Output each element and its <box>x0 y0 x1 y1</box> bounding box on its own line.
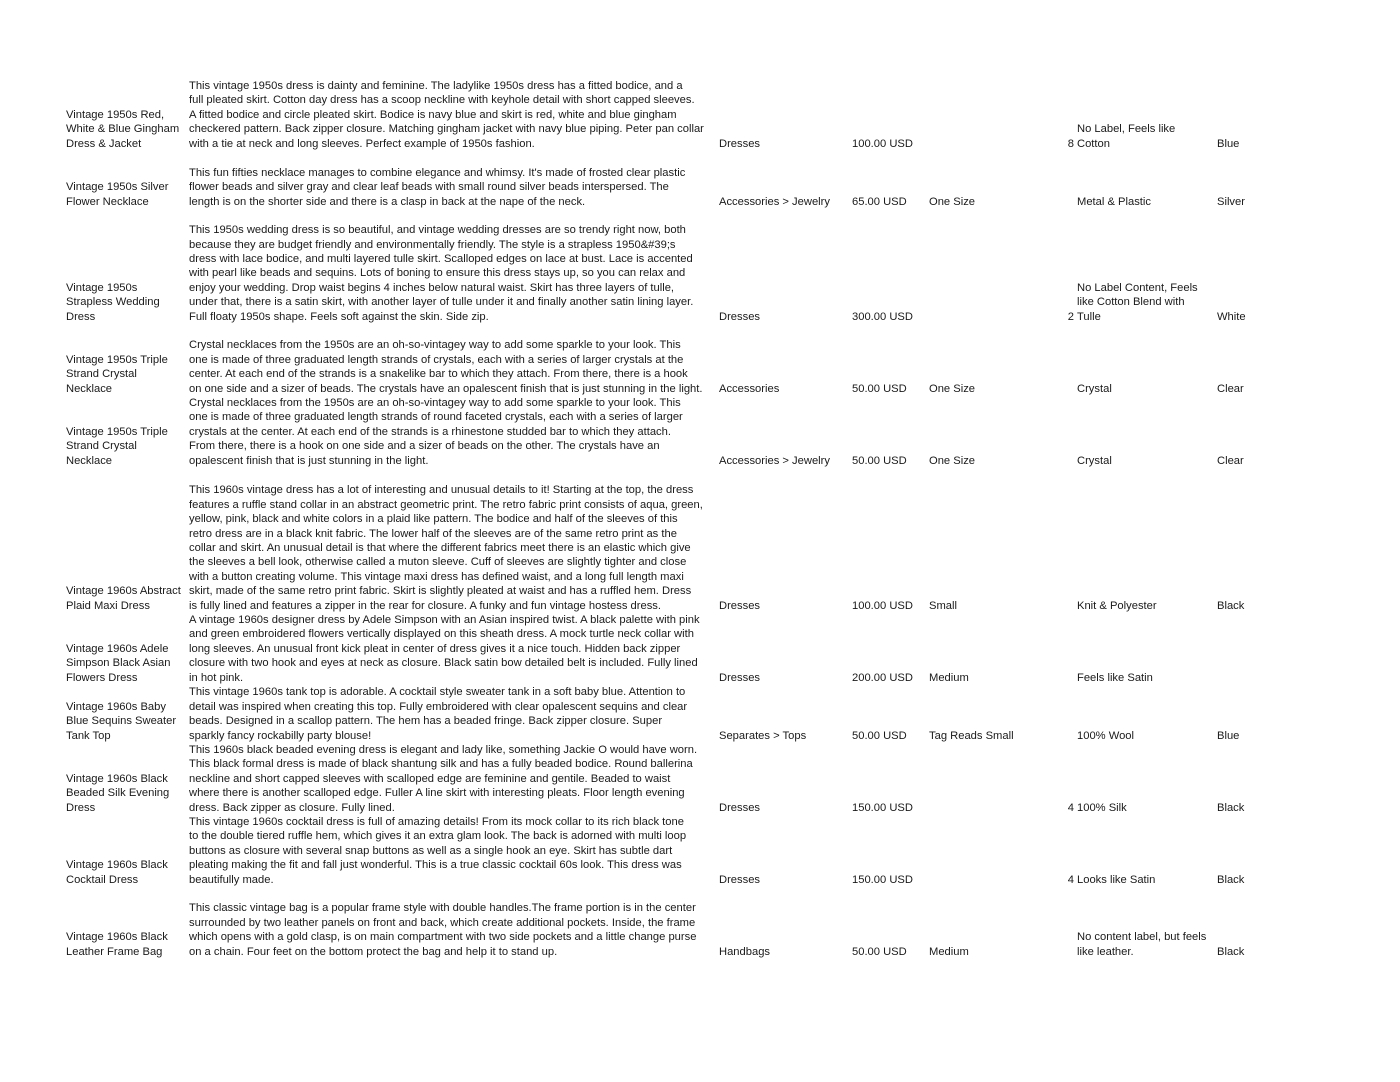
product-material: Crystal <box>1077 454 1112 467</box>
product-name: Vintage 1960s Baby Blue Sequins Sweater Tank Top <box>66 700 177 742</box>
product-description: Crystal necklaces from the 1950s are an oh-so-vintagey way to add some sparkle to your look. This one is made of three graduated length strands of round faceted crystals, each with a series of larger crystals at the center. At each end of the strands is a rhinestone studded bar to which they attach. From there, there is a hook on one side and a sizer of beads on the other. The crystals have an opalescent finish that is just stunning in the light. <box>189 396 683 467</box>
product-quantity: 2 <box>1067 310 1074 323</box>
product-description: This 1960s vintage dress has a lot of interesting and unusual details to it! Starting at the top, the dress features a ruffle stand collar in an abstract geometric print. The retro fabric print consists of aqua, green, yellow, pink, black and white colors in a plaid like pattern. The bodice and half of the sleeves of this retro dress are in a black knit fabric. The lower half of the sleeves are of the same retro print as the collar and skirt. An unusual detail is that where the different fabrics meet there is an elastic which give the sleeves a bell look, otherwise called a muton sleeve. Cuff of sleeves are slightly tighter and close with a button creating volume. This vintage maxi dress has defined waist, and a long full length maxi skirt, made of the same retro print fabric. Skirt is slightly pleated at waist and has a ruffled hem. Dress is fully lined and features a zipper in the rear for closure. A funky and fun vintage hostess dress. <box>189 484 703 612</box>
table-row <box>0 686 1400 743</box>
product-category: Dresses <box>719 801 761 814</box>
product-price: 150.00 USD <box>852 873 913 886</box>
product-quantity: 8 <box>1067 137 1074 150</box>
table-row <box>0 483 1400 613</box>
product-description: This 1950s wedding dress is so beautiful, and vintage wedding dresses are so trendy right now, both because they are budget friendly and environmentally friendly. The style is a strapless 1950&#39;s dress with lace bodice, and multi layered tulle skirt. Scalloped edges on lace at bust. Lace is accented with pearl like beads and sequins. Lots of boning to ensure this dress stays up, so you can relax and enjoy your wedding. Drop waist begins 4 inches below natural waist. Skirt has three layers of tulle, under that, there is a satin skirt, with another layer of tulle under it and finally another satin lining layer. Full floaty 1950s shape. Feels soft against the skin. Side zip. <box>189 224 694 323</box>
product-color: Black <box>1217 873 1245 886</box>
table-row <box>0 397 1400 468</box>
product-name: Vintage 1950s Silver Flower Necklace <box>66 181 169 208</box>
product-description: This vintage 1960s cocktail dress is full of amazing details! From its mock collar to its rich black tone to the double tiered ruffle hem, which gives it an extra glam look. The back is adorned with multi loop buttons as closure with several snap buttons as well as a single hook an eye. Skirt has subtle dart pleating making the fit and fall just wonderful. This is a true classic cocktail 60s look. This dress was beautifully made. <box>189 815 687 886</box>
product-price: 50.00 USD <box>852 729 907 742</box>
product-name: Vintage 1950s Triple Strand Crystal Necklace <box>66 425 168 467</box>
product-color: Clear <box>1217 454 1244 467</box>
product-material: Feels like Satin <box>1077 671 1153 684</box>
product-material: Knit & Polyester <box>1077 599 1157 612</box>
product-color: Black <box>1217 801 1245 814</box>
product-category: Dresses <box>719 599 761 612</box>
product-color: Black <box>1217 945 1245 958</box>
product-description: A vintage 1960s designer dress by Adele Simpson with an Asian inspired twist. A black palette with pink and green embroidered flowers vertically displayed on this sheath dress. A mock turtle neck collar with long sleeves. An unusual front kick pleat in center of dress gives it a nice touch. Hidden back zipper closure with two hook and eyes at neck as closure. Black satin bow detailed belt is included. Fully lined in hot pink. <box>189 613 700 684</box>
product-size: Small <box>929 599 957 612</box>
product-material: No content label, but feels like leather. <box>1077 931 1207 958</box>
product-description: This vintage 1950s dress is dainty and feminine. The ladylike 1950s dress has a fitted bodice, and a full pleated skirt. Cotton day dress has a scoop neckline with keyhole detail with short capped sleeves. A fitted bodice and circle pleated skirt. Bodice is navy blue and skirt is red, white and blue gingham checkered pattern. Back zipper closure. Matching gingham jacket with navy blue piping. Peter pan collar with a tie at neck and long sleeves. Perfect example of 1950s fashion. <box>189 79 704 150</box>
product-material: No Label Content, Feels like Cotton Blend with Tulle <box>1077 281 1198 323</box>
product-color: Black <box>1217 599 1245 612</box>
product-description: This classic vintage bag is a popular frame style with double handles.The frame portion is in the center surrounded by two leather panels on front and back, which create additional pockets. Inside, the frame which opens with a gold clasp, is on main compartment with two side pockets and a little change purse on a chain. Four feet on the bottom protect the bag and help it to stand up. <box>189 902 697 958</box>
product-size: Tag Reads Small <box>929 729 1014 742</box>
table-row <box>0 224 1400 324</box>
product-description: This 1960s black beaded evening dress is elegant and lady like, something Jackie O would have worn. This black formal dress is made of black shantung silk and has a fully beaded bodice. Round ballerina neckline and short capped sleeves with scalloped edge are feminine and gentile. Beaded to waist where there is another scalloped edge. Fuller A line skirt with interesting pleats. Floor length evening dress. Back zipper as closure. Fully lined. <box>189 743 698 814</box>
table-row <box>0 902 1400 959</box>
product-name: Vintage 1950s Triple Strand Crystal Necklace <box>66 353 168 395</box>
product-size: One Size <box>929 195 976 208</box>
table-row <box>0 614 1400 685</box>
product-name: Vintage 1960s Adele Simpson Black Asian Flowers Dress <box>66 642 171 684</box>
product-size: One Size <box>929 454 976 467</box>
product-color: Blue <box>1217 729 1240 742</box>
product-description: Crystal necklaces from the 1950s are an oh-so-vintagey way to add some sparkle to your look. This one is made of three graduated length strands of crystals, each with a series of larger crystals at the center. At each end of the strands is a snakelike bar to which they attach. From there, there is a hook on one side and a sizer of beads. The crystals have an opalescent finish that is just stunning in the light. <box>189 339 703 395</box>
product-material: 100% Wool <box>1077 729 1135 742</box>
product-description: This fun fifties necklace manages to combine elegance and whimsy. It's made of frosted clear plastic flower beads and silver gray and clear leaf beads with small round silver beads interspersed. The length is on the shorter side and there is a clasp in back at the nape of the neck. <box>189 166 686 208</box>
product-quantity: 4 <box>1067 873 1074 886</box>
product-material: Metal & Plastic <box>1077 195 1151 208</box>
product-name: Vintage 1950s Strapless Wedding Dress <box>66 281 160 323</box>
table-row <box>0 816 1400 887</box>
product-price: 50.00 USD <box>852 945 907 958</box>
product-category: Handbags <box>719 945 771 958</box>
product-material: Crystal <box>1077 382 1112 395</box>
product-color: Clear <box>1217 382 1244 395</box>
product-category: Dresses <box>719 671 761 684</box>
product-category: Dresses <box>719 873 761 886</box>
product-quantity: 4 <box>1067 801 1074 814</box>
product-price: 100.00 USD <box>852 599 913 612</box>
product-name: Vintage 1960s Black Cocktail Dress <box>66 859 168 886</box>
product-material: No Label, Feels like Cotton <box>1077 123 1176 150</box>
product-name: Vintage 1960s Abstract Plaid Maxi Dress <box>66 585 181 612</box>
product-price: 200.00 USD <box>852 671 913 684</box>
table-row <box>0 339 1400 396</box>
product-price: 300.00 USD <box>852 310 913 323</box>
product-size: Medium <box>929 945 969 958</box>
product-category: Dresses <box>719 310 761 323</box>
product-material: Looks like Satin <box>1077 873 1156 886</box>
product-color: Silver <box>1217 195 1245 208</box>
product-category: Accessories > Jewelry <box>719 454 830 467</box>
table-row <box>0 744 1400 815</box>
product-name: Vintage 1950s Red, White & Blue Gingham Dress & Jacket <box>66 108 180 150</box>
product-price: 150.00 USD <box>852 801 913 814</box>
product-color: White <box>1217 310 1246 323</box>
product-name: Vintage 1960s Black Leather Frame Bag <box>66 931 168 958</box>
product-material: 100% Silk <box>1077 801 1127 814</box>
product-category: Accessories <box>719 382 780 395</box>
product-price: 65.00 USD <box>852 195 907 208</box>
product-price: 100.00 USD <box>852 137 913 150</box>
product-size: One Size <box>929 382 976 395</box>
product-color: Blue <box>1217 137 1240 150</box>
product-size: Medium <box>929 671 969 684</box>
product-category: Dresses <box>719 137 761 150</box>
product-price: 50.00 USD <box>852 382 907 395</box>
table-row <box>0 166 1400 209</box>
product-name: Vintage 1960s Black Beaded Silk Evening Dress <box>66 772 170 814</box>
product-category: Separates > Tops <box>719 729 807 742</box>
table-row <box>0 80 1400 151</box>
product-description: This vintage 1960s tank top is adorable. A cocktail style sweater tank in a soft baby blue. Attention to detail was inspired when creating this top. Fully embroidered with clear opalescent sequins and clear beads. Designed in a scallop pattern. The hem has a beaded fringe. Back zipper closure. Super sparkly fancy rockabilly party blouse! <box>189 686 688 742</box>
product-category: Accessories > Jewelry <box>719 195 830 208</box>
product-price: 50.00 USD <box>852 454 907 467</box>
